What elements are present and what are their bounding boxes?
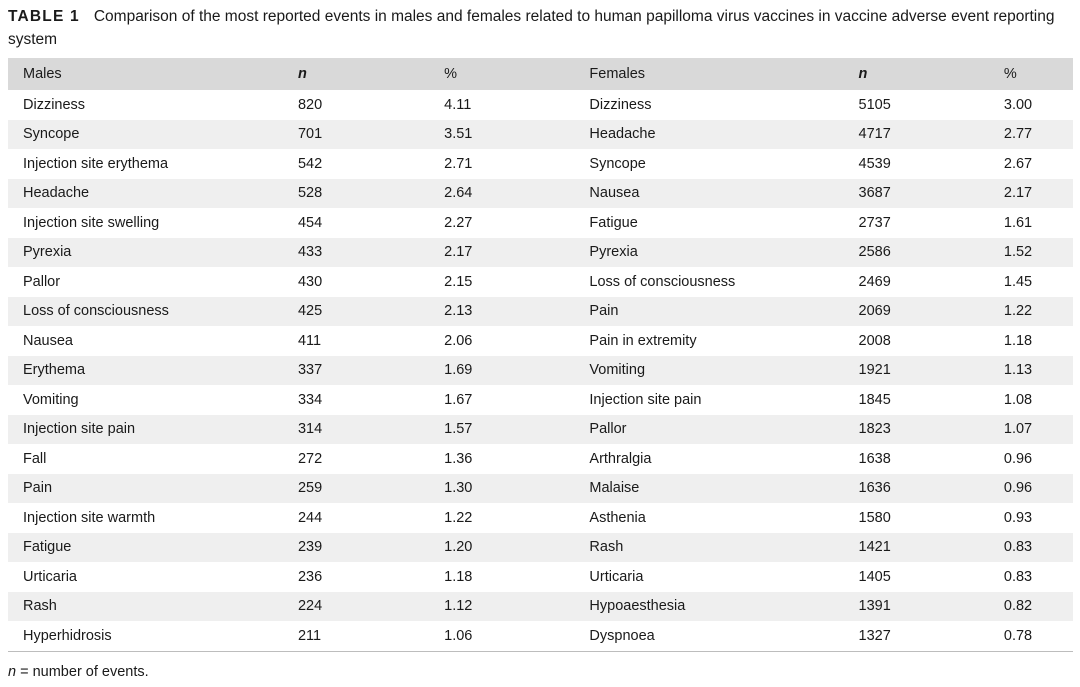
male-event-cell: Nausea [23,332,73,349]
table-row [8,533,1073,563]
female-percent-cell: 2.17 [1003,185,1033,202]
table-footnote [8,664,149,680]
female-event-cell: Loss of consciousness [589,273,736,290]
table-label: TABLE 1 [8,8,80,25]
female-n-cell: 1823 [858,421,891,438]
male-percent-cell: 2.27 [444,214,473,231]
female-event-cell: Headache [589,126,656,143]
female-n-cell: 2737 [858,214,891,231]
female-n-cell: 1405 [858,568,891,585]
female-n-cell: 4539 [858,155,891,172]
table-row [8,592,1073,622]
male-event-cell: Rash [23,598,57,615]
male-n-cell: 454 [297,214,323,231]
female-event-cell: Hypoaesthesia [589,598,686,615]
male-percent-cell: 1.20 [444,539,473,556]
table-caption [8,5,1072,51]
female-n-cell: 2586 [858,244,891,261]
female-n-cell: 3687 [858,185,891,202]
male-n-cell: 211 [298,621,444,651]
header-males-percent: % [444,66,458,82]
male-percent-cell: 1.06 [444,621,589,651]
female-percent-cell: 0.83 [1003,568,1033,585]
female-percent-cell: 1.18 [1003,332,1033,349]
table-body [8,90,1073,651]
male-n-cell: 236 [297,568,323,585]
table-row [8,120,1073,150]
female-n-cell: 1391 [858,598,891,615]
female-event-cell: Urticaria [589,568,644,585]
male-event-cell: Injection site erythema [23,155,169,172]
male-event-cell: Syncope [23,126,80,143]
female-percent-cell: 2.77 [1003,126,1033,143]
table-row [8,208,1073,238]
male-n-cell: 239 [297,539,323,556]
female-percent-cell: 0.93 [1003,509,1033,526]
male-n-cell: 411 [297,332,322,349]
table-row [8,444,1073,474]
female-n-cell: 5105 [858,96,891,113]
male-event-cell: Injection site swelling [23,214,160,231]
male-event-cell: Fall [23,450,47,467]
female-percent-cell: 1.07 [1003,421,1033,438]
female-event-cell: Syncope [589,155,646,172]
male-percent-cell: 1.69 [444,362,473,379]
table-row [8,179,1073,209]
female-event-cell: Asthenia [589,509,646,526]
female-event-cell: Injection site pain [589,391,702,408]
female-event-cell: Dizziness [589,96,652,113]
female-event-cell: Pain [589,303,619,320]
male-percent-cell: 1.22 [444,509,473,526]
male-event-cell: Urticaria [23,568,77,585]
male-percent-cell: 2.13 [444,303,473,320]
male-percent-cell: 1.18 [444,568,473,585]
male-n-cell: 337 [297,362,323,379]
female-percent-cell: 2.67 [1003,155,1033,172]
male-n-cell: 542 [297,155,323,172]
male-n-cell: 259 [297,480,323,497]
male-event-cell: Pyrexia [23,244,72,261]
adverse-events-table [8,58,1073,652]
male-n-cell: 701 [297,126,323,143]
female-n-cell: 2469 [858,273,891,290]
male-event-cell: Vomiting [23,391,79,408]
female-event-cell: Vomiting [589,362,646,379]
male-n-cell: 314 [297,421,323,438]
table-row [8,503,1073,533]
male-event-cell: Pain [23,480,53,497]
female-percent-cell: 0.82 [1003,598,1033,615]
female-percent-cell: 0.83 [1003,539,1033,556]
male-percent-cell: 2.15 [444,273,473,290]
male-percent-cell: 4.11 [444,96,472,113]
table-row [8,562,1073,592]
female-percent-cell: 3.00 [1003,96,1033,113]
female-n-cell: 1638 [858,450,891,467]
male-event-cell: Loss of consciousness [23,303,169,320]
male-n-cell: 244 [297,509,323,526]
header-females: Females [589,66,646,82]
female-n-cell: 1580 [858,509,891,526]
male-n-cell: 272 [297,450,323,467]
female-n-cell: 1421 [858,539,891,556]
table-row [8,385,1073,415]
caption-text: Comparison of the most reported events in males and females related to human papilloma virus vaccines in vaccine adverse event reporting system [8,8,1055,48]
female-n-cell: 1327 [859,621,1004,651]
female-event-cell: Pain in extremity [589,332,697,349]
table-row [8,474,1073,504]
male-n-cell: 820 [297,96,323,113]
footnote-text: = number of events. [16,664,149,680]
table-row [8,149,1073,179]
female-percent-cell: 1.61 [1003,214,1033,231]
male-n-cell: 334 [297,391,323,408]
male-percent-cell: 2.64 [444,185,473,202]
table-row [8,267,1073,297]
table-row [8,238,1073,268]
table-row [8,356,1073,386]
male-event-cell: Fatigue [23,539,72,556]
male-event-cell: Injection site warmth [23,509,156,526]
male-n-cell: 430 [297,273,323,290]
male-n-cell: 433 [297,244,323,261]
table-row [8,90,1073,120]
header-males: Males [23,66,62,82]
female-percent-cell: 1.22 [1003,303,1033,320]
male-percent-cell: 1.57 [444,421,473,438]
female-event-cell: Dyspnoea [589,621,858,651]
male-event-cell: Hyperhidrosis [8,621,298,651]
header-females-percent: % [1003,66,1017,82]
male-percent-cell: 1.30 [444,480,473,497]
male-n-cell: 528 [297,185,323,202]
male-event-cell: Dizziness [23,96,86,113]
male-percent-cell: 3.51 [444,126,473,143]
female-event-cell: Pallor [589,421,627,438]
male-event-cell: Headache [23,185,90,202]
male-percent-cell: 2.17 [444,244,473,261]
female-n-cell: 2069 [858,303,891,320]
male-percent-cell: 2.06 [444,332,473,349]
table-row [8,297,1073,327]
male-percent-cell: 1.36 [444,450,473,467]
female-n-cell: 4717 [858,126,891,143]
header-females-n: n [858,66,868,82]
header-males-n: n [297,66,307,82]
female-percent-cell: 1.45 [1003,273,1033,290]
female-percent-cell: 1.52 [1003,244,1033,261]
female-event-cell: Arthralgia [589,450,652,467]
female-n-cell: 1845 [858,391,891,408]
table-row [8,326,1073,356]
male-percent-cell: 1.67 [444,391,473,408]
male-n-cell: 224 [297,598,323,615]
female-event-cell: Fatigue [589,214,638,231]
male-percent-cell: 1.12 [444,598,473,615]
table-row [8,621,1073,651]
male-percent-cell: 2.71 [444,155,473,172]
table-row [8,415,1073,445]
female-percent-cell: 0.96 [1003,480,1033,497]
footnote-symbol: n [8,664,17,680]
female-event-cell: Nausea [589,185,640,202]
male-n-cell: 425 [297,303,323,320]
female-n-cell: 1636 [858,480,891,497]
female-event-cell: Malaise [589,480,640,497]
male-event-cell: Injection site pain [23,421,136,438]
female-percent-cell: 1.08 [1003,391,1033,408]
female-event-cell: Rash [589,539,624,556]
male-event-cell: Erythema [23,362,86,379]
female-percent-cell: 0.96 [1003,450,1033,467]
table-header-row [8,58,1073,90]
female-n-cell: 2008 [858,332,891,349]
female-n-cell: 1921 [858,362,891,379]
female-event-cell: Pyrexia [589,244,638,261]
female-percent-cell: 0.78 [1004,621,1073,651]
male-event-cell: Pallor [23,273,61,290]
female-percent-cell: 1.13 [1003,362,1033,379]
